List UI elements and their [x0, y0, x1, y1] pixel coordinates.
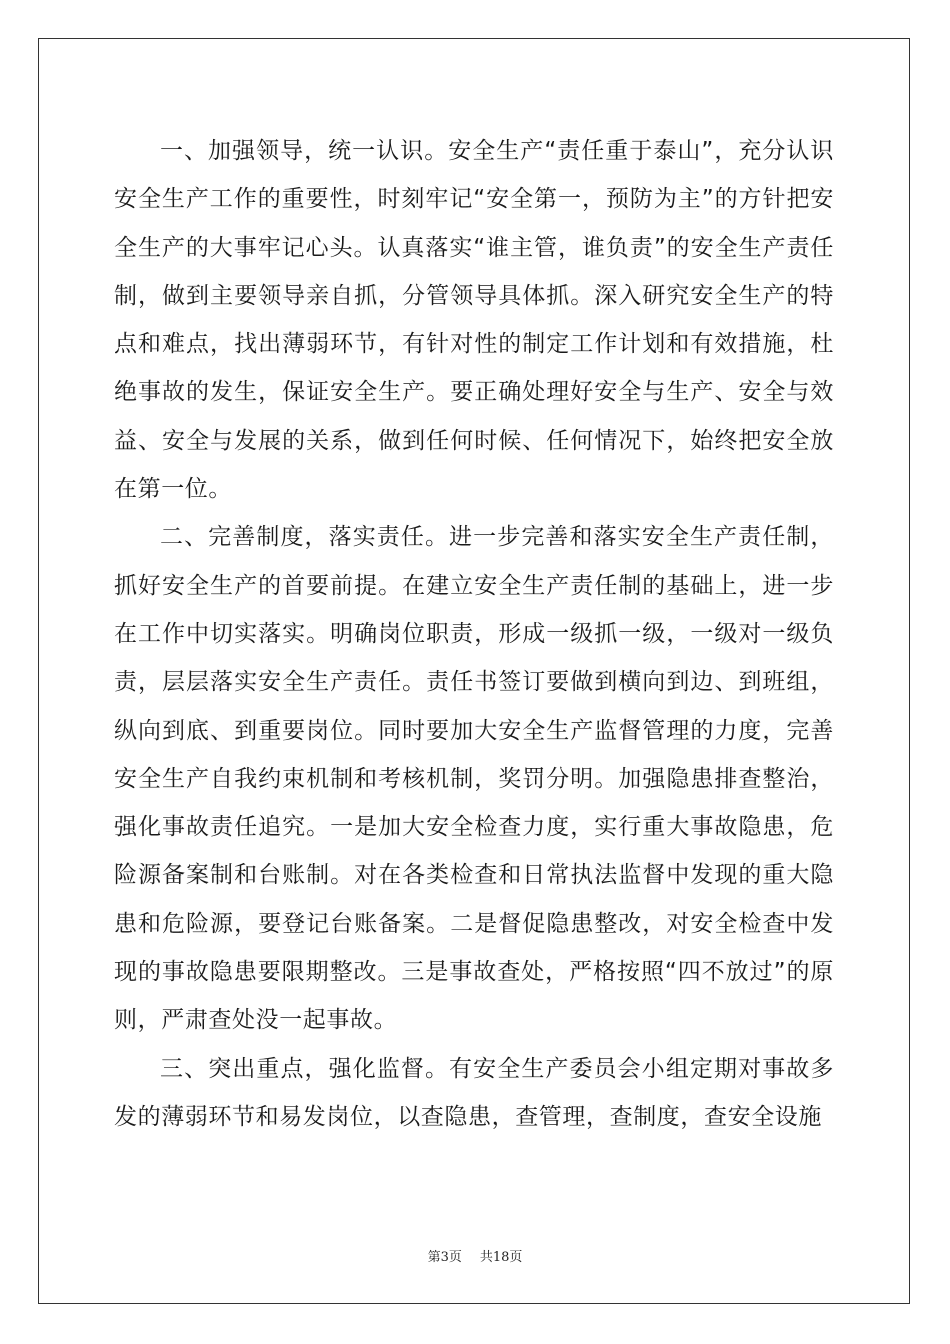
page-number-current: 第3页 — [427, 1250, 462, 1265]
paragraph-2: 二、完善制度，落实责任。进一步完善和落实安全生产责任制，抓好安全生产的首要前提。在建立安全生产责任制的基础上，进一步在工作中切实落实。明确岗位职责，形成一级抓一级，一级对一级负责，层层落实安全生产责任。责任书签订要做到横向到边、到班组，纵向到底、到重要岗位。同时要加大安全生产监督管理的力度，完善安全生产自我约束机制和考核机制，奖罚分明。加强隐患排查整治，强化事故责任追究。一是加大安全检查力度，实行重大事故隐患，危险源备案制和台账制。对在各类检查和日常执法监督中发现的重大隐患和危险源，要登记台账备案。二是督促隐患整改，对安全检查中发现的事故隐患要限期整改。三是事故查处，严格按照“四不放过”的原则，严肃查处没一起事故。 — [114, 524, 834, 1034]
paragraph-3: 三、突出重点，强化监督。有安全生产委员会小组定期对事故多发的薄弱环节和易发岗位，以查隐患，查管理，查制度，查安全设施 — [114, 1055, 834, 1130]
page-footer — [0, 1246, 950, 1265]
document-body — [114, 127, 834, 1141]
page-number-total: 共18页 — [479, 1250, 523, 1265]
paragraph-1: 一、加强领导，统一认识。安全生产“责任重于泰山”，充分认识安全生产工作的重要性，时刻牢记“安全第一，预防为主”的方针把安全生产的大事牢记心头。认真落实“谁主管，谁负责”的安全生产责任制，做到主要领导亲自抓，分管领导具体抓。深入研究安全生产的特点和难点，找出薄弱环节，有针对性的制定工作计划和有效措施，杜绝事故的发生，保证安全生产。要正确处理好安全与生产、安全与效益、安全与发展的关系，做到任何时候、任何情况下，始终把安全放在第一位。 — [114, 138, 834, 503]
